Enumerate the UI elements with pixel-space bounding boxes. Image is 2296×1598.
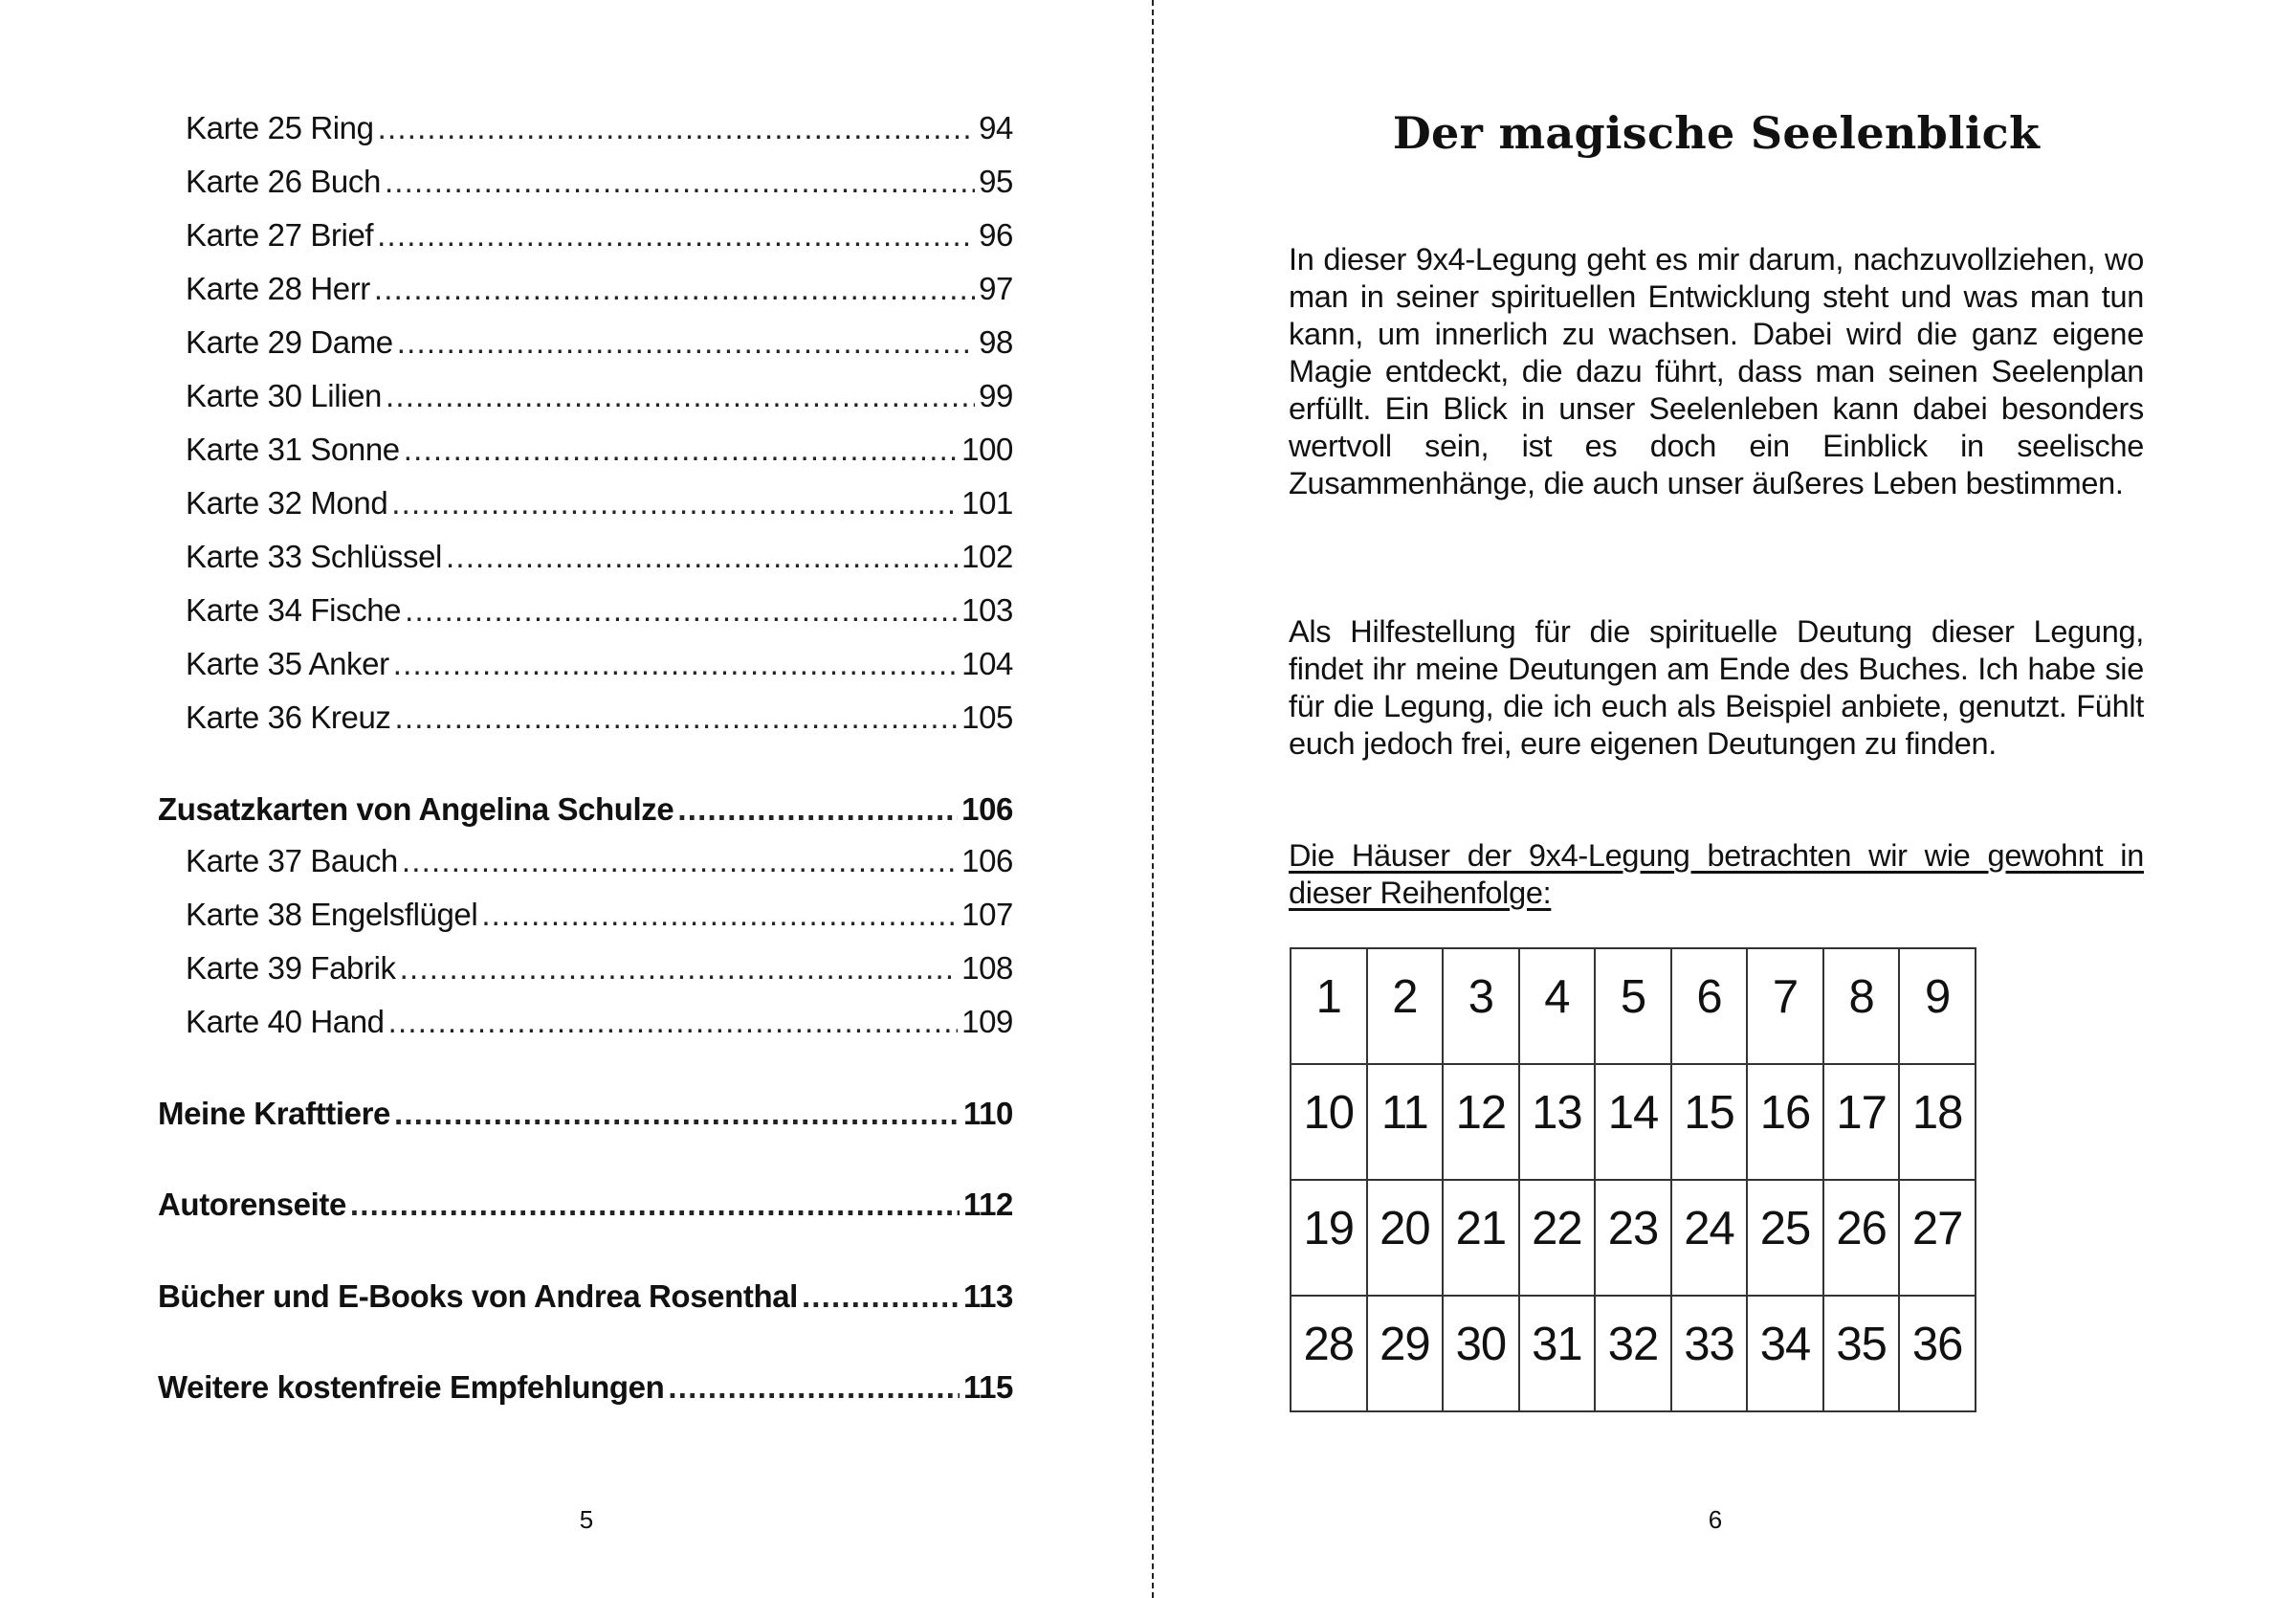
toc-entry[interactable] bbox=[186, 697, 1013, 739]
house-cell: 10 bbox=[1291, 1064, 1367, 1180]
toc-dot-leader bbox=[385, 161, 975, 203]
toc-entry-title: Karte 25 Ring bbox=[186, 110, 374, 145]
house-grid-row bbox=[1291, 1296, 1976, 1411]
toc-entry[interactable] bbox=[158, 1184, 1013, 1226]
toc-dot-leader bbox=[394, 1093, 960, 1135]
house-cell: 1 bbox=[1291, 948, 1367, 1064]
toc-entry-page: 98 bbox=[979, 324, 1013, 360]
toc-entry-title: Karte 29 Dame bbox=[186, 324, 393, 360]
toc-entry-title: Karte 31 Sonne bbox=[186, 432, 400, 467]
toc-entry-title: Karte 38 Engelsflügel bbox=[186, 897, 478, 932]
toc-entry-title: Karte 28 Herr bbox=[186, 271, 370, 306]
house-cell: 5 bbox=[1595, 948, 1671, 1064]
toc-entry-page: 99 bbox=[979, 378, 1013, 413]
toc-dot-leader bbox=[668, 1366, 960, 1409]
toc-entry-page: 101 bbox=[961, 485, 1013, 521]
house-cell: 3 bbox=[1443, 948, 1519, 1064]
house-cell: 19 bbox=[1291, 1180, 1367, 1296]
house-cell: 35 bbox=[1823, 1296, 1900, 1411]
page-number-left: 5 bbox=[579, 1505, 594, 1534]
toc-entry-title: Meine Krafttiere bbox=[158, 1096, 391, 1131]
toc-entry-title: Karte 26 Buch bbox=[186, 164, 381, 199]
toc-entry[interactable] bbox=[186, 429, 1013, 471]
toc-entry[interactable] bbox=[186, 214, 1013, 256]
toc-entry[interactable] bbox=[186, 268, 1013, 310]
house-cell: 34 bbox=[1747, 1296, 1823, 1411]
house-cell: 27 bbox=[1899, 1180, 1976, 1296]
intro-paragraph: In dieser 9x4-Legung geht es mir darum, nachzuvollziehen, wo man in seiner spirituellen Entwicklung steht und was man tun kann, um innerlich zu wachsen. Dabei wird die ganz eigene Magie entdeckt, die dazu führt, dass man seinen Seelenplan erfüllt. Ein Blick in unser Seelenleben kann dabei besonders wertvoll sein, ist es doch ein Einblick in seelische Zusammenhänge, die auch unser äußeres Leben bestimmen. bbox=[1289, 242, 2144, 500]
toc-entry-page: 113 bbox=[962, 1278, 1013, 1314]
toc-entry-page: 106 bbox=[961, 843, 1013, 878]
toc-dot-leader bbox=[446, 536, 958, 578]
toc-entry[interactable] bbox=[158, 1366, 1013, 1409]
toc-dot-leader bbox=[395, 697, 959, 739]
toc-entry-page: 112 bbox=[962, 1187, 1013, 1222]
toc-entry-page: 102 bbox=[961, 539, 1013, 574]
toc-dot-leader bbox=[388, 1001, 959, 1043]
toc-entry-page: 107 bbox=[961, 897, 1013, 932]
house-cell: 6 bbox=[1671, 948, 1748, 1064]
toc-dot-leader bbox=[350, 1184, 960, 1226]
toc-dot-leader bbox=[404, 429, 958, 471]
toc-entry-title: Weitere kostenfreie Empfehlungen bbox=[158, 1369, 665, 1405]
house-cell: 9 bbox=[1899, 948, 1976, 1064]
house-cell: 8 bbox=[1823, 948, 1900, 1064]
toc-entry-title: Karte 30 Lilien bbox=[186, 378, 382, 413]
house-cell: 11 bbox=[1367, 1064, 1444, 1180]
toc-entry[interactable] bbox=[186, 322, 1013, 364]
house-cell: 7 bbox=[1747, 948, 1823, 1064]
toc-entry-title: Autorenseite bbox=[158, 1187, 346, 1222]
house-cell: 30 bbox=[1443, 1296, 1519, 1411]
house-cell: 33 bbox=[1671, 1296, 1748, 1411]
toc-entry-page: 109 bbox=[961, 1004, 1013, 1039]
toc-entry[interactable] bbox=[186, 643, 1013, 685]
toc-entry-page: 95 bbox=[979, 164, 1013, 199]
house-cell: 36 bbox=[1899, 1296, 1976, 1411]
house-cell: 20 bbox=[1367, 1180, 1444, 1296]
house-cell: 29 bbox=[1367, 1296, 1444, 1411]
toc-dot-leader bbox=[391, 482, 958, 524]
toc-dot-leader bbox=[677, 788, 958, 831]
house-cell: 26 bbox=[1823, 1180, 1900, 1296]
house-cell: 22 bbox=[1519, 1180, 1596, 1296]
house-cell: 13 bbox=[1519, 1064, 1596, 1180]
toc-entry-page: 106 bbox=[961, 791, 1013, 827]
house-grid-row bbox=[1291, 1064, 1976, 1180]
house-grid-9x4 bbox=[1290, 947, 1976, 1412]
toc-entry-page: 104 bbox=[961, 646, 1013, 681]
toc-entry[interactable] bbox=[158, 1276, 1013, 1318]
toc-entry-title: Karte 34 Fische bbox=[186, 592, 402, 628]
toc-entry-title: Karte 33 Schlüssel bbox=[186, 539, 442, 574]
house-cell: 17 bbox=[1823, 1064, 1900, 1180]
house-cell: 15 bbox=[1671, 1064, 1748, 1180]
toc-dot-leader bbox=[393, 643, 958, 685]
toc-dot-leader bbox=[481, 894, 958, 936]
toc-entry-title: Karte 40 Hand bbox=[186, 1004, 385, 1039]
chapter-title: Der magische Seelenblick bbox=[1392, 107, 2041, 159]
toc-entry-page: 110 bbox=[962, 1096, 1013, 1131]
toc-dot-leader bbox=[374, 268, 975, 310]
house-cell: 14 bbox=[1595, 1064, 1671, 1180]
toc-entry-title: Bücher und E-Books von Andrea Rosenthal bbox=[158, 1278, 798, 1314]
house-cell: 24 bbox=[1671, 1180, 1748, 1296]
toc-entry[interactable] bbox=[186, 947, 1013, 989]
toc-entry[interactable] bbox=[186, 840, 1013, 882]
toc-entry-page: 103 bbox=[961, 592, 1013, 628]
guidance-paragraph: Als Hilfestellung für die spirituelle Deutung dieser Legung, findet ihr meine Deutungen am Ende des Buches. Ich habe sie für die Legung, die ich euch als Beispiel anbiete, genutzt. Fühlt euch jedoch frei, eure eigenen Deutungen zu finden. bbox=[1289, 614, 2144, 761]
toc-entry-page: 108 bbox=[961, 950, 1013, 986]
house-grid-row bbox=[1291, 1180, 1976, 1296]
toc-entry-title: Karte 39 Fabrik bbox=[186, 950, 396, 986]
toc-entry[interactable] bbox=[158, 788, 1013, 831]
toc-entry[interactable] bbox=[186, 589, 1013, 632]
toc-dot-leader bbox=[377, 214, 975, 256]
toc-entry-title: Karte 36 Kreuz bbox=[186, 699, 391, 735]
toc-dot-leader bbox=[400, 947, 959, 989]
house-cell: 16 bbox=[1747, 1064, 1823, 1180]
toc-dot-leader bbox=[378, 107, 976, 149]
toc-entry-title: Zusatzkarten von Angelina Schulze bbox=[158, 791, 674, 827]
toc-entry[interactable] bbox=[186, 375, 1013, 417]
toc-entry-page: 100 bbox=[961, 432, 1013, 467]
toc-entry-title: Karte 32 Mond bbox=[186, 485, 388, 521]
house-cell: 18 bbox=[1899, 1064, 1976, 1180]
toc-entry-page: 97 bbox=[979, 271, 1013, 306]
toc-entry[interactable] bbox=[158, 1093, 1013, 1135]
toc-entry-page: 94 bbox=[979, 110, 1013, 145]
page-number-right: 6 bbox=[1708, 1505, 1723, 1534]
toc-dot-leader bbox=[397, 322, 975, 364]
toc-entry-title: Karte 35 Anker bbox=[186, 646, 389, 681]
toc-entry[interactable] bbox=[186, 1001, 1013, 1043]
toc-entry-page: 105 bbox=[961, 699, 1013, 735]
house-cell: 4 bbox=[1519, 948, 1596, 1064]
toc-entry-title: Karte 27 Brief bbox=[186, 217, 374, 253]
toc-entry-page: 96 bbox=[979, 217, 1013, 253]
toc-dot-leader bbox=[402, 840, 958, 882]
toc-entry-page: 115 bbox=[962, 1369, 1013, 1405]
house-cell: 21 bbox=[1443, 1180, 1519, 1296]
toc-entry[interactable] bbox=[186, 894, 1013, 936]
house-cell: 12 bbox=[1443, 1064, 1519, 1180]
house-cell: 23 bbox=[1595, 1180, 1671, 1296]
toc-entry[interactable] bbox=[186, 536, 1013, 578]
house-grid-row bbox=[1291, 948, 1976, 1064]
house-cell: 31 bbox=[1519, 1296, 1596, 1411]
toc-entry[interactable] bbox=[186, 482, 1013, 524]
toc-entry-title: Karte 37 Bauch bbox=[186, 843, 398, 878]
toc-dot-leader bbox=[386, 375, 975, 417]
house-cell: 28 bbox=[1291, 1296, 1367, 1411]
toc-entry[interactable] bbox=[186, 107, 1013, 149]
toc-dot-leader bbox=[405, 589, 958, 632]
house-cell: 2 bbox=[1367, 948, 1444, 1064]
toc-entry[interactable] bbox=[186, 161, 1013, 203]
house-cell: 25 bbox=[1747, 1180, 1823, 1296]
toc-dot-leader bbox=[802, 1276, 960, 1318]
houses-order-heading: Die Häuser der 9x4-Legung betrachten wir wie gewohnt in dieser Reihenfolge: bbox=[1289, 838, 2144, 910]
house-cell: 32 bbox=[1595, 1296, 1671, 1411]
